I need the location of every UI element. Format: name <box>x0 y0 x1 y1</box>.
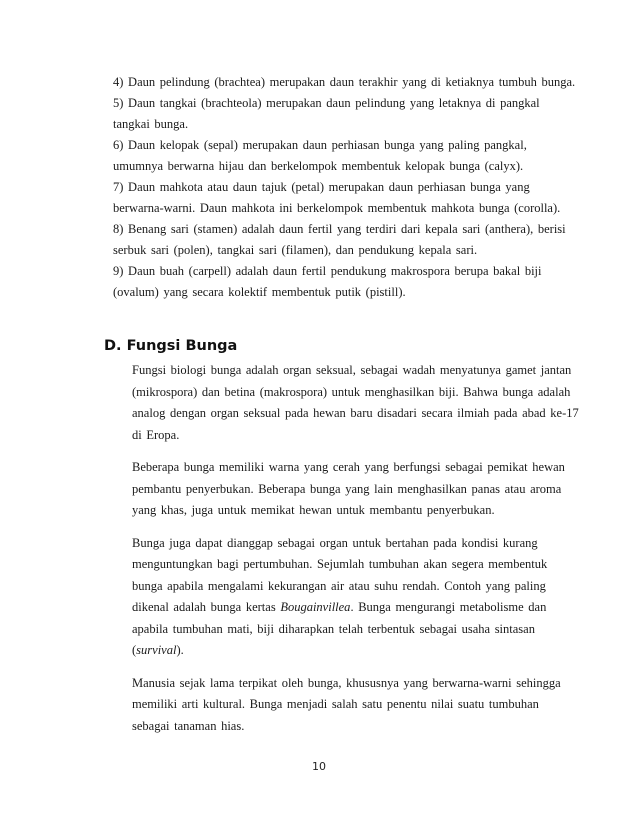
list-line: 7) Daun mahkota atau daun tajuk (petal) merupakan daun perhiasan bunga yang <box>113 180 530 194</box>
section-body <box>132 360 602 748</box>
close-paren: ). <box>176 643 184 657</box>
paragraph-line: analog dengan organ seksual pada hewan baru disadari secara ilmiah pada abad ke-17 <box>132 406 579 420</box>
open-paren: ( <box>132 643 137 657</box>
line-start: dikenal adalah bunga kertas <box>132 600 281 614</box>
paragraph-line: (mikrospora) dan betina (makrospora) untuk menghasilkan biji. Bahwa bunga adalah <box>132 384 571 399</box>
paragraph-biological-function <box>132 360 602 446</box>
paragraph-line: yang khas, juga untuk memikat hewan untuk membantu penyerbukan. <box>132 503 495 517</box>
list-line: tangkai bunga. <box>113 117 189 131</box>
list-line: 4) Daun pelindung (brachtea) merupakan daun terakhir yang di ketiaknya tumbuh bunga. <box>113 75 576 89</box>
list-line: 9) Daun buah (carpell) adalah daun fertil pendukung makrospora berupa bakal biji <box>113 264 542 278</box>
italic-term-bougainvillea: Bougainvillea <box>280 600 351 614</box>
list-line: umumnya berwarna hijau dan berkelompok membentuk kelopak bunga (calyx). <box>113 159 524 173</box>
paragraph-survival <box>132 533 602 662</box>
paragraph-line: Beberapa bunga memiliki warna yang cerah yang berfungsi sebagai pemikat hewan <box>132 460 565 474</box>
list-line: 6) Daun kelopak (sepal) merupakan daun perhiasan bunga yang paling pangkal, <box>113 138 527 152</box>
paragraph-line: Manusia sejak lama terpikat oleh bunga, khususnya yang berwarna-warni sehingga <box>132 675 561 690</box>
list-line: (ovalum) yang secara kolektif membentuk putik (pistill). <box>113 285 406 299</box>
paragraph-line: sebagai tanaman hias. <box>132 718 245 733</box>
paragraph-line <box>132 640 602 662</box>
paragraph-line: memiliki arti kultural. Bunga menjadi salah satu penentu nilai suatu tumbuhan <box>132 697 539 711</box>
paragraph-attraction <box>132 457 602 522</box>
paragraph-line: bunga apabila mengalami kekurangan air atau suhu rendah. Contoh yang paling <box>132 578 546 593</box>
paragraph-line: apabila tumbuhan mati, biji diharapkan telah terbentuk sebagai usaha sintasan <box>132 621 535 636</box>
section-heading: D. Fungsi Bunga <box>104 338 238 354</box>
list-line: 5) Daun tangkai (brachteola) merupakan daun pelindung yang letaknya di pangkal <box>113 96 540 110</box>
list-line: berwarna-warni. Daun mahkota ini berkelompok membentuk mahkota bunga (corolla). <box>113 201 561 215</box>
flower-parts-list <box>113 72 593 303</box>
paragraph-line: menguntungkan bagi pertumbuhan. Sejumlah tumbuhan akan segera membentuk <box>132 557 548 571</box>
paragraph-line: di Eropa. <box>132 427 180 442</box>
paragraph-line: pembantu penyerbukan. Beberapa bunga yang lain menghasilkan panas atau aroma <box>132 481 562 496</box>
paragraph-line: Fungsi biologi bunga adalah organ seksual, sebagai wadah menyatunya gamet jantan <box>132 363 572 377</box>
line-tail: . Bunga mengurangi metabolisme dan <box>350 600 547 614</box>
list-line: serbuk sari (polen), tangkai sari (filamen), dan pendukung kepala sari. <box>113 243 478 257</box>
paragraph-cultural <box>132 673 602 738</box>
italic-term-survival: survival <box>136 643 177 657</box>
page-number: 10 <box>312 760 326 773</box>
list-line: 8) Benang sari (stamen) adalah daun fertil yang terdiri dari kepala sari (anthera), berisi <box>113 222 566 236</box>
paragraph-line <box>132 597 602 619</box>
paragraph-line: Bunga juga dapat dianggap sebagai organ untuk bertahan pada kondisi kurang <box>132 535 538 550</box>
